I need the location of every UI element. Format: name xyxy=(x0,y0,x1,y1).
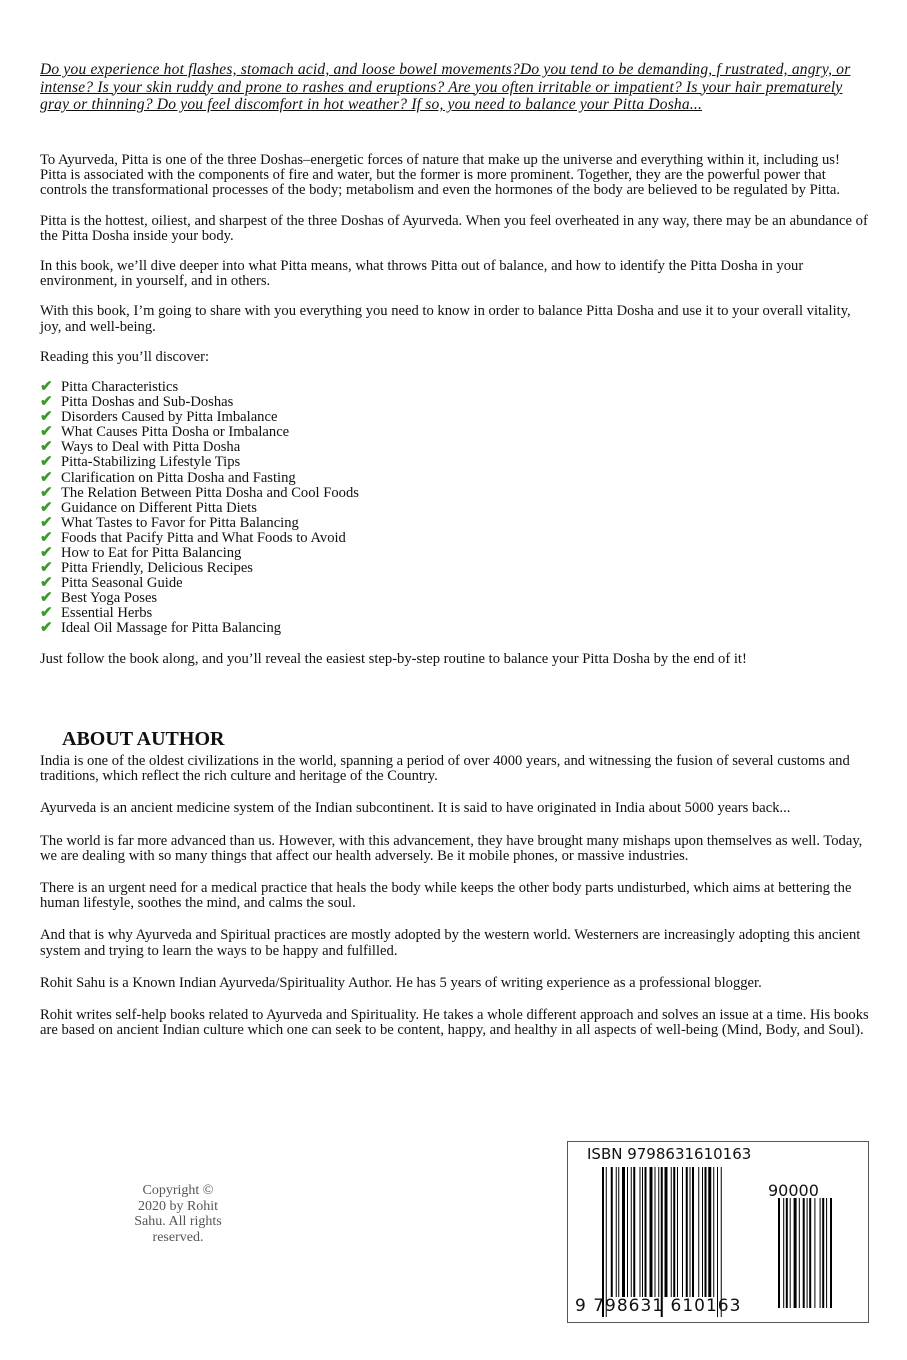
barcode-bar xyxy=(778,1198,780,1308)
barcode-bar xyxy=(633,1167,635,1297)
barcode-bar xyxy=(655,1167,656,1297)
about-title: ABOUT AUTHOR xyxy=(62,728,225,750)
barcode-bar xyxy=(640,1167,641,1297)
list-item-label: Ways to Deal with Pitta Dosha xyxy=(61,439,241,456)
barcode-bar xyxy=(606,1167,607,1317)
barcode-bar xyxy=(807,1198,808,1308)
list-item-label: Pitta Doshas and Sub-Doshas xyxy=(61,394,234,411)
list-item xyxy=(40,531,870,546)
addon-number: 90000 xyxy=(768,1181,819,1200)
barcode-bar xyxy=(717,1167,718,1317)
list-item xyxy=(40,471,870,486)
barcode-bar xyxy=(661,1167,663,1317)
list-item xyxy=(40,516,870,531)
list-item xyxy=(40,591,870,606)
checkmark-icon: ✔ xyxy=(40,560,53,577)
about-paragraph: India is one of the oldest civilizations in the world, spanning a period of over 4000 years, and witnessing the fusion of several customs and traditions, which reflect the rich culture and heritage of the Country. xyxy=(40,753,850,785)
checkmark-icon: ✔ xyxy=(40,529,53,546)
list-item-label: What Causes Pitta Dosha or Imbalance xyxy=(61,424,290,441)
barcode-bar xyxy=(677,1167,678,1297)
barcode-bar xyxy=(650,1167,653,1297)
paragraph: Pitta is the hottest, oiliest, and sharpest of the three Doshas of Ayurveda. When you feel overheated in any way, there may be an abundance of the Pitta Dosha inside your body. xyxy=(40,212,868,244)
barcode-bar xyxy=(830,1198,832,1308)
feature-list xyxy=(40,380,870,637)
list-item-label: Foods that Pacify Pitta and What Foods to Avoid xyxy=(61,529,346,546)
barcode-bar xyxy=(822,1198,824,1308)
list-item-label: What Tastes to Favor for Pitta Balancing xyxy=(61,514,299,531)
barcode-bar xyxy=(690,1167,691,1297)
checkmark-icon: ✔ xyxy=(40,545,53,562)
checkmark-icon: ✔ xyxy=(40,575,53,592)
barcode-bar xyxy=(799,1198,800,1308)
barcode-bar xyxy=(698,1167,699,1297)
checkmark-icon: ✔ xyxy=(40,424,53,441)
list-item xyxy=(40,425,870,440)
about-paragraph: Rohit Sahu is a Known Indian Ayurveda/Spirituality Author. He has 5 years of writing experience as a professional blogger. xyxy=(40,974,762,991)
list-item-label: Best Yoga Poses xyxy=(61,590,158,607)
description xyxy=(40,153,870,682)
barcode-bar xyxy=(686,1167,688,1297)
list-item-label: Pitta Friendly, Delicious Recipes xyxy=(61,560,253,577)
closing-paragraph: Just follow the book along, and you’ll reveal the easiest step-by-step routine to balance your Pitta Dosha by the end of it! xyxy=(40,650,747,667)
about-paragraph: And that is why Ayurveda and Spiritual practices are mostly adopted by the western world. Westerners are increasingly adopting this ancient system and trying to learn the ways to be happy and fulfilled. xyxy=(40,927,861,959)
about-author xyxy=(40,728,870,1055)
barcode-bar xyxy=(658,1167,659,1297)
barcode-bar xyxy=(705,1167,707,1297)
barcode-bar xyxy=(790,1198,791,1308)
checkmark-icon: ✔ xyxy=(40,590,53,607)
checkmark-icon: ✔ xyxy=(40,499,53,516)
about-paragraph: Ayurveda is an ancient medicine system of the Indian subcontinent. It is said to have originated in India about 5000 years back... xyxy=(40,800,791,817)
list-item-label: Pitta-Stabilizing Lifestyle Tips xyxy=(61,454,241,471)
list-item xyxy=(40,456,870,471)
list-item xyxy=(40,546,870,561)
barcode-bar xyxy=(692,1167,694,1297)
list-item-label: The Relation Between Pitta Dosha and Cool Foods xyxy=(61,484,359,501)
list-item xyxy=(40,380,870,395)
about-paragraph: Rohit writes self-help books related to Ayurveda and Spirituality. He takes a whole different approach and solves an issue at a time. His books are based on ancient Indian culture which one can seek to be content, happy, and healthy in all aspects of well-being (Mind, Body, and Soul). xyxy=(40,1007,869,1039)
barcode-bar xyxy=(713,1167,714,1297)
barcode-bar xyxy=(645,1167,647,1297)
checkmark-icon: ✔ xyxy=(40,439,53,456)
list-item xyxy=(40,395,870,410)
paragraph: With this book, I’m going to share with you everything you need to know in order to balance Pitta Dosha and use it to your overall vitality, joy, and well-being. xyxy=(40,303,851,335)
barcode-bar xyxy=(631,1167,632,1297)
checkmark-icon: ✔ xyxy=(40,605,53,622)
checkmark-icon: ✔ xyxy=(40,378,53,395)
barcode-bar xyxy=(783,1198,784,1308)
barcode-bar xyxy=(627,1167,628,1297)
list-item xyxy=(40,561,870,576)
list-item-label: Pitta Characteristics xyxy=(61,378,179,395)
barcode-bar xyxy=(721,1167,722,1317)
barcode-bar xyxy=(622,1167,625,1297)
barcode-bar xyxy=(665,1167,668,1297)
about-paragraph: There is an urgent need for a medical practice that heals the body while keeps the other body parts undisturbed, which aims at bettering the human lifestyle, soothes the mind, and calms the soul. xyxy=(40,880,852,912)
checkmark-icon: ✔ xyxy=(40,469,53,486)
barcode-bar xyxy=(611,1167,613,1297)
list-item xyxy=(40,440,870,455)
barcode-bar xyxy=(786,1198,788,1308)
barcode-bar xyxy=(702,1167,703,1297)
paragraph: To Ayurveda, Pitta is one of the three Doshas–energetic forces of nature that make up the universe and everything within it, including us! Pitta is associated with the components of fire and water, but the former is more prominent. Together, they are the powerful power that controls the transformational processes of the body; metabolism and even the hormones of the body are believed to be regulated by Pitta. xyxy=(40,152,840,199)
checkmark-icon: ✔ xyxy=(40,620,53,637)
list-item-label: Pitta Seasonal Guide xyxy=(61,575,183,592)
isbn-label: ISBN 9798631610163 xyxy=(587,1145,752,1163)
intro-questions: Do you experience hot flashes, stomach acid, and loose bowel movements?Do you tend to be demanding, f rustrated, angry, or intense? Is your skin ruddy and prone to rashes and eruptions? Are you often irritable or impatient? Is your hair prematurely gray or thinning? Do you feel discomfort in hot weather? If so, you need to balance your Pitta Dosha... xyxy=(40,61,851,113)
isbn-barcode xyxy=(567,1141,869,1323)
list-item xyxy=(40,410,870,425)
checkmark-icon: ✔ xyxy=(40,484,53,501)
list-item xyxy=(40,486,870,501)
checkmark-icon: ✔ xyxy=(40,409,53,426)
about-paragraph: The world is far more advanced than us. However, with this advancement, they have brought many mishaps upon themselves as well. Today, we are dealing with so many things that affect our health adversely. Be it mobile phones, or massive industries. xyxy=(40,832,863,864)
barcode-bars xyxy=(568,1142,868,1322)
paragraph: In this book, we’ll dive deeper into what Pitta means, what throws Pitta out of balance, and how to identify the Pitta Dosha in your environment, in yourself, and in others. xyxy=(40,258,804,290)
barcode-bar xyxy=(618,1167,619,1297)
list-item-label: Ideal Oil Massage for Pitta Balancing xyxy=(61,620,282,637)
list-item xyxy=(40,576,870,591)
list-item-label: Disorders Caused by Pitta Imbalance xyxy=(61,409,278,426)
list-item-label: How to Eat for Pitta Balancing xyxy=(61,545,242,562)
barcode-bar xyxy=(708,1167,711,1297)
barcode-bar xyxy=(820,1198,821,1308)
barcode-bar xyxy=(671,1167,672,1297)
list-item-label: Guidance on Different Pitta Diets xyxy=(61,499,257,516)
paragraph: Reading this you’ll discover: xyxy=(40,348,210,365)
barcode-bar xyxy=(682,1167,683,1297)
barcode-bar xyxy=(814,1198,815,1308)
barcode-bar xyxy=(616,1167,617,1297)
checkmark-icon: ✔ xyxy=(40,394,53,411)
checkmark-icon: ✔ xyxy=(40,514,53,531)
barcode-digits: 9 798631 610163 xyxy=(575,1296,742,1316)
list-item-label: Clarification on Pitta Dosha and Fasting xyxy=(61,469,296,486)
barcode-bar xyxy=(673,1167,675,1297)
barcode-bar xyxy=(803,1198,805,1308)
list-item xyxy=(40,606,870,621)
barcode-bar xyxy=(809,1198,811,1308)
copyright: Copyright © 2020 by Rohit Sahu. All rights reserved. xyxy=(134,1183,222,1245)
list-item-label: Essential Herbs xyxy=(61,605,153,622)
list-item xyxy=(40,501,870,516)
list-item xyxy=(40,622,870,637)
barcode-bar xyxy=(826,1198,827,1308)
barcode-bar xyxy=(642,1167,643,1297)
barcode-bar xyxy=(794,1198,797,1308)
checkmark-icon: ✔ xyxy=(40,454,53,471)
barcode-bar xyxy=(602,1167,604,1317)
